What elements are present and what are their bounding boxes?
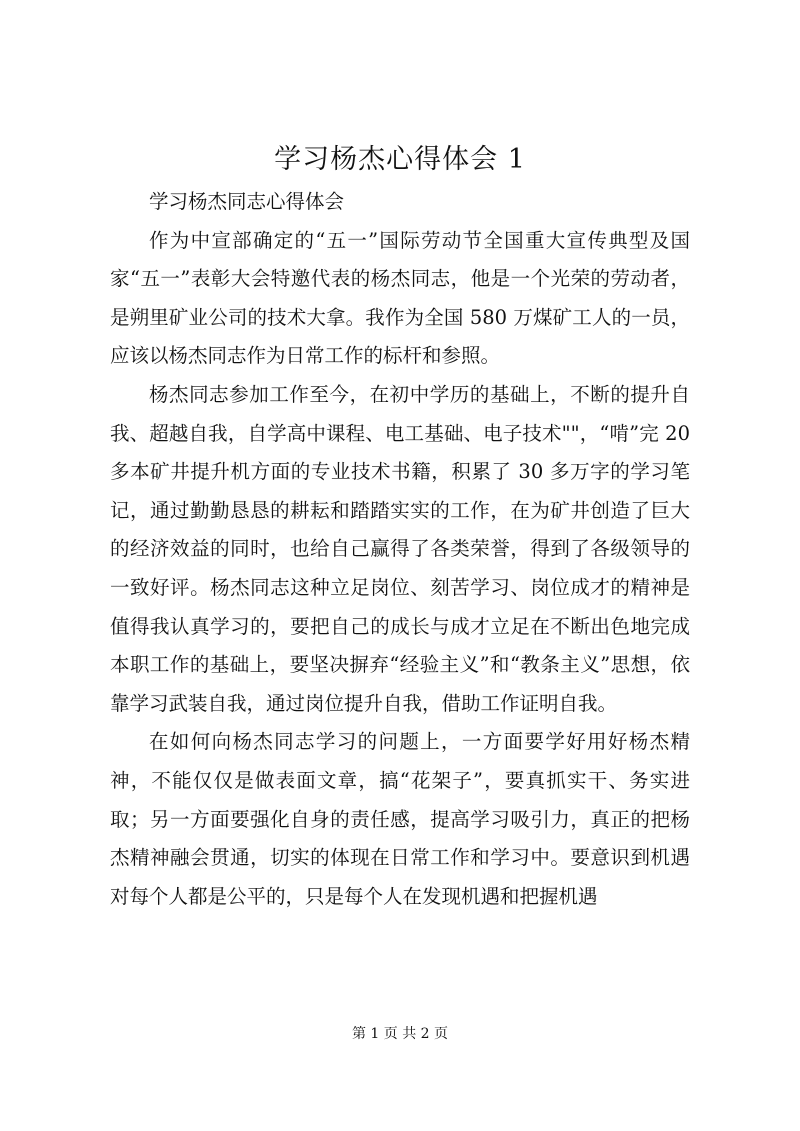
paragraph-3: 在如何向杨杰同志学习的问题上，一方面要学好用好杨杰精神，不能仅仅是做表面文章，搞“花架子”，要真抓实干、务实进取；另一方面要强化自身的责任感，提高学习吸引力，真正的把杨杰精神融会贯通，切实的体现在日常工作和学习中。要意识到机遇对每个人都是公平的，只是每个人在发现机遇和把握机遇 [110, 730, 690, 908]
document-body [110, 183, 690, 916]
paragraph-2: 杨杰同志参加工作至今，在初中学历的基础上，不断的提升自我、超越自我，自学高中课程、电工基础、电子技术""，“啃”完 20 多本矿井提升机方面的专业技术书籍，积累了 30 多万字的学习笔记，通过勤勤恳恳的耕耘和踏踏实实的工作，在为矿井创造了巨大的经济效益的同时，也给自己赢得了各类荣誉，得到了各级领导的一致好评。杨杰同志这种立足岗位、刻苦学习、岗位成才的精神是值得我认真学习的，要把自己的成长与成才立足在不断出色地完成本职工作的基础上，要坚决摒弃“经验主义”和“教条主义”思想，依靠学习武装自我，通过岗位提升自我，借助工作证明自我。 [110, 382, 690, 715]
document-title: 学习杨杰心得体会 1 [274, 144, 526, 175]
paragraph-1: 作为中宣部确定的“五一”国际劳动节全国重大宣传典型及国家“五一”表彰大会特邀代表的杨杰同志，他是一个光荣的劳动者，是朔里矿业公司的技术大拿。我作为全国 580 万煤矿工人的一员，应该以杨杰同志作为日常工作的标杆和参照。 [110, 228, 690, 368]
page-footer: 第 1 页 共 2 页 [351, 1026, 449, 1042]
document-subtitle: 学习杨杰同志心得体会 [149, 190, 345, 213]
